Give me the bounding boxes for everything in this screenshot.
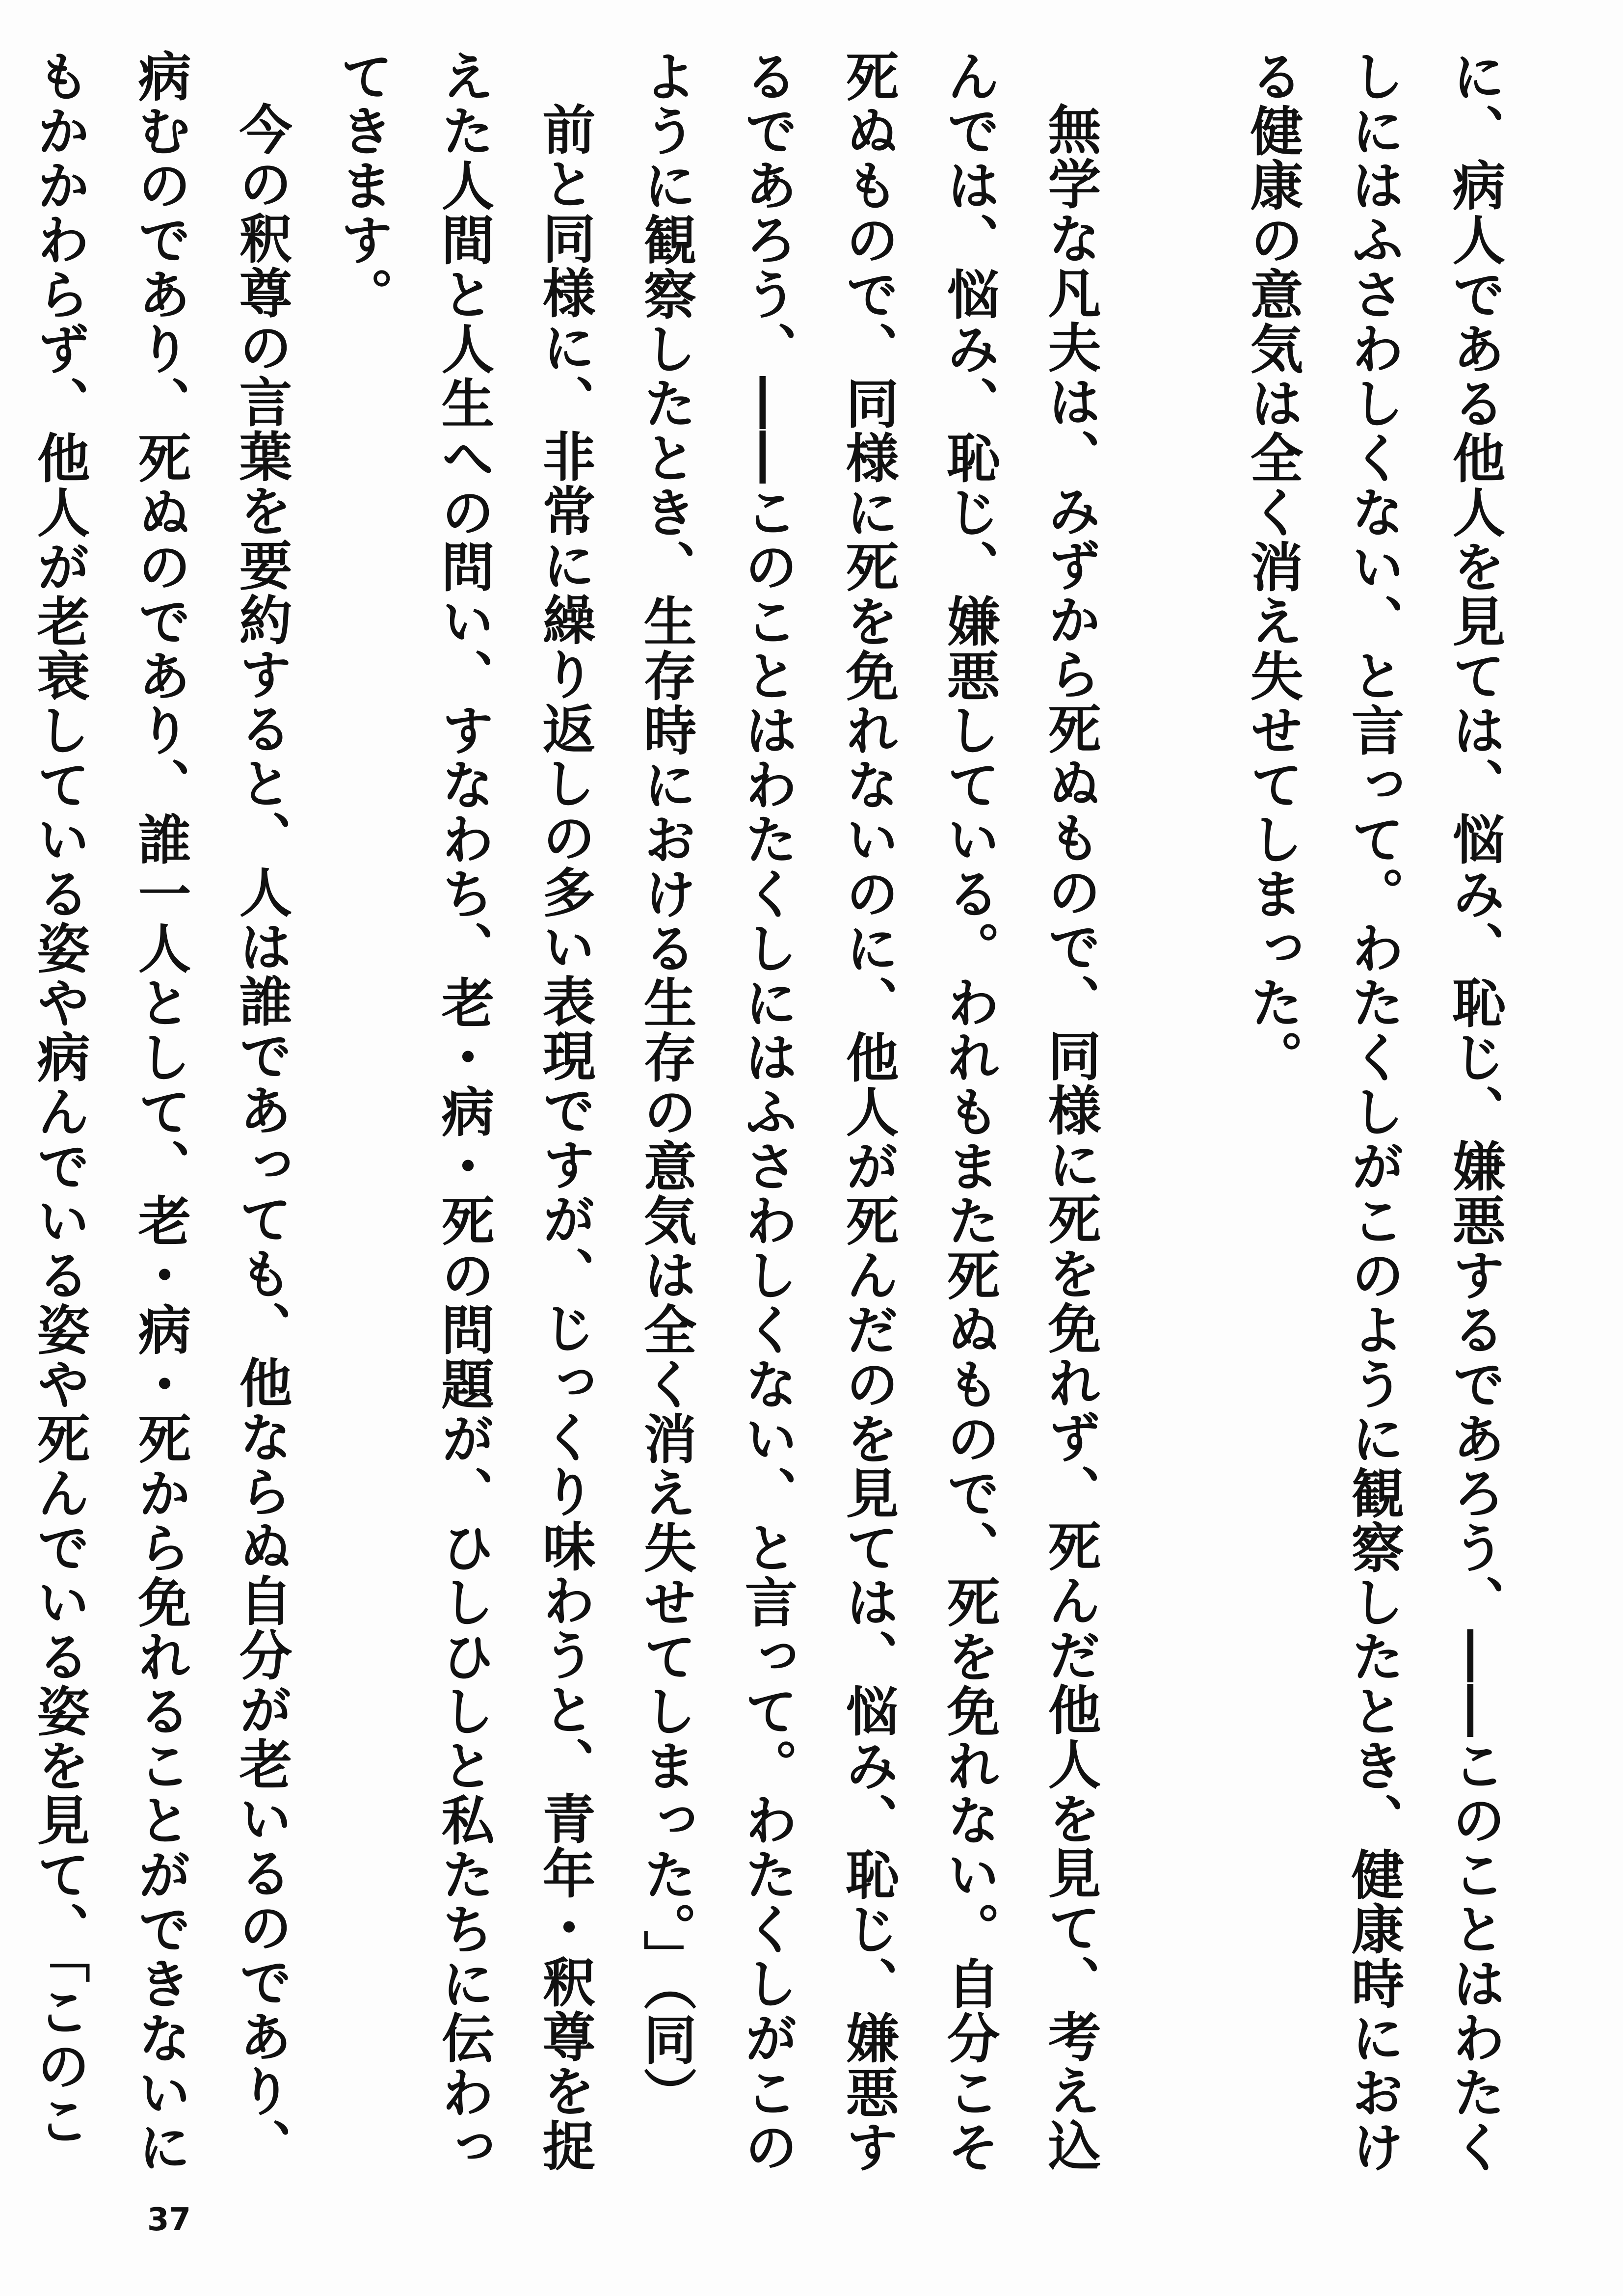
paragraph-1: に、病人である他人を見ては、悩み、恥じ、嫌悪するであろう、――このことはわたくしにはふさわしくない、と言って。わたくしがこのように観察したとき、健康時における健康の意気は全く消え失せてしまった。	[1241, 49, 1505, 2174]
paragraph-3: 前と同様に、非常に繰り返しの多い表現ですが、じっくり味わうと、青年・釈尊を捉えた人間と人生への問い、すなわち、老・病・死の問題が、ひしひしと私たちに伝わってきます。	[331, 49, 595, 2174]
paragraph-2: 無学な凡夫は、みずから死ぬもので、同様に死を免れず、死んだ他人を見て、考え込んでは、悩み、恥じ、嫌悪している。われもまた死ぬもので、死を免れない。自分こそ死ぬもので、同様に死を免れないのに、他人が死んだのを見ては、悩み、恥じ、嫌悪するであろう、――このことはわたくしにはふさわしくない、と言って。わたくしがこのように観察したとき、生存時における生存の意気は全く消え失せてしまった。」（同）	[635, 49, 1101, 2174]
vertical-text-body	[28, 49, 1525, 2175]
page-number: 37	[147, 2202, 191, 2238]
paragraph-4: 今の釈尊の言葉を要約すると、人は誰であっても、他ならぬ自分が老いるのであり、病むのであり、死ぬのであり、誰一人として、老・病・死から免れることができないにもかかわらず、他人が老衰している姿や病んでいる姿や死んでいる姿を見て、「このこ	[28, 49, 292, 2174]
